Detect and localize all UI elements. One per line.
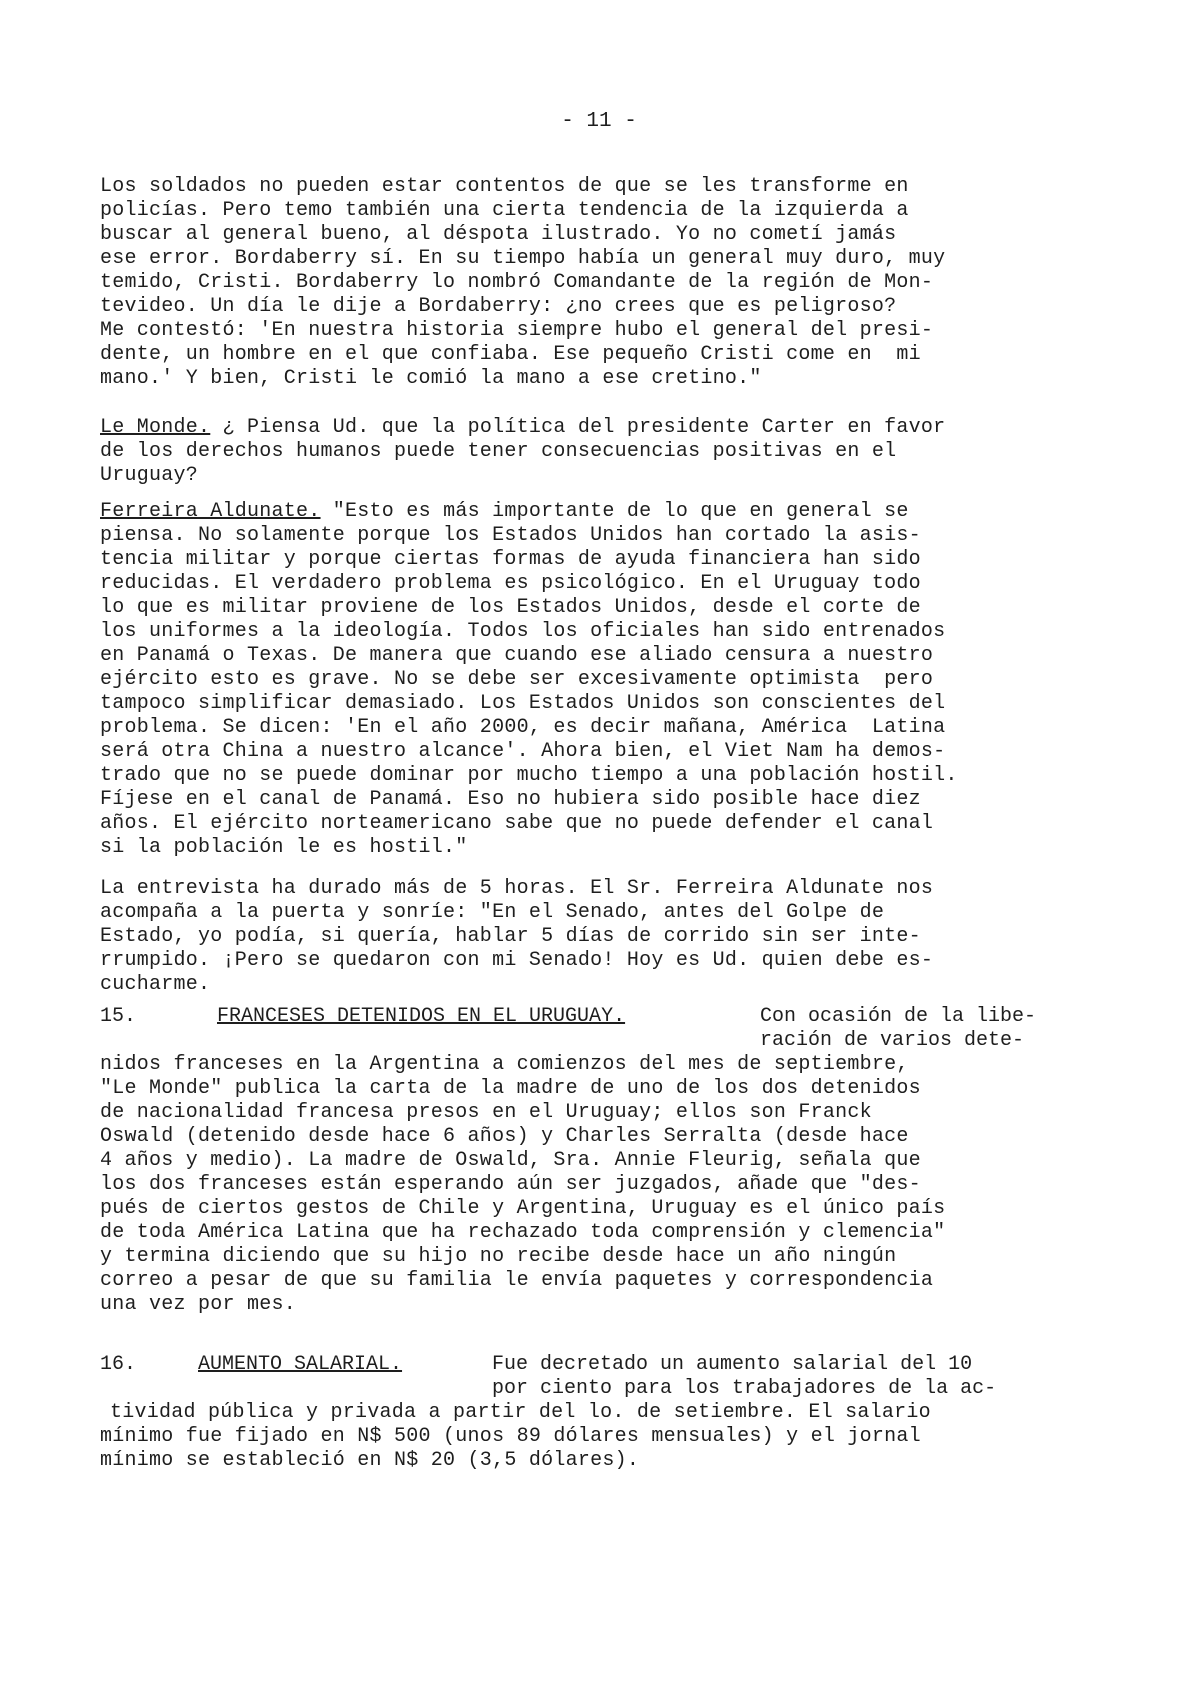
text-line: "Le Monde" publica la carta de la madre de uno de los dos detenidos (100, 1077, 921, 1100)
text-line: buscar al general bueno, al déspota ilustrado. Yo no cometí jamás (100, 223, 897, 246)
section-number: 15. (100, 1005, 137, 1028)
text-line: nidos franceses en la Argentina a comienzos del mes de septiembre, (100, 1053, 909, 1076)
text-line: Fue decretado un aumento salarial del 10 (492, 1353, 973, 1376)
text-line: Me contestó: 'En nuestra historia siempre hubo el general del presi- (100, 319, 934, 342)
text-line: Estado, yo podía, si quería, hablar 5 días de corrido sin ser inte- (100, 925, 921, 948)
text-line: Oswald (detenido desde hace 6 años) y Charles Serralta (desde hace (100, 1125, 909, 1148)
paragraph-ferreira-answer (100, 500, 1100, 860)
text-line: mano.' Y bien, Cristi le comió la mano a ese cretino." (100, 367, 762, 390)
text-line: ejército esto es grave. No se debe ser excesivamente optimista pero (100, 668, 934, 691)
section-15 (100, 1005, 1100, 1317)
text-line: mínimo fue fijado en N$ 500 (unos 89 dólares mensuales) y el jornal (100, 1425, 921, 1448)
text-line: mínimo se estableció en N$ 20 (3,5 dólares). (100, 1449, 640, 1472)
text-line: trado que no se puede dominar por mucho tiempo a una población hostil. (100, 764, 958, 787)
text-line: de toda América Latina que ha rechazado toda comprensión y clemencia" (100, 1221, 946, 1244)
text-line: rrumpido. ¡Pero se quedaron con mi Senado! Hoy es Ud. quien debe es- (100, 949, 934, 972)
paragraph-interview-closing (100, 877, 1100, 997)
text-line: Los soldados no pueden estar contentos de que se les transforme en (100, 175, 909, 198)
section-16 (100, 1353, 1100, 1473)
speaker-label: Ferreira Aldunate. (100, 500, 321, 523)
section-title: FRANCESES DETENIDOS EN EL URUGUAY. (217, 1005, 626, 1028)
text-line: tividad pública y privada a partir del lo. de setiembre. El salario (110, 1401, 931, 1424)
paragraph-le-monde-question (100, 416, 1100, 488)
speaker-label: Le Monde. (100, 416, 211, 439)
text-line: piensa. No solamente porque los Estados Unidos han cortado la asis- (100, 524, 921, 547)
text-line: Uruguay? (100, 464, 199, 487)
text-line: de los derechos humanos puede tener consecuencias positivas en el (100, 440, 897, 463)
text-line: Fíjese en el canal de Panamá. Eso no hubiera sido posible hace diez (100, 788, 921, 811)
text-line: ración de varios dete- (760, 1029, 1025, 1052)
text-line: problema. Se dicen: 'En el año 2000, es decir mañana, América Latina (100, 716, 946, 739)
text-line: ¿ Piensa Ud. que la política del presidente Carter en favor (210, 416, 946, 439)
section-title: AUMENTO SALARIAL. (198, 1353, 403, 1376)
text-line: correo a pesar de que su familia le envía paquetes y correspondencia (100, 1269, 934, 1292)
text-line: y termina diciendo que su hijo no recibe desde hace un año ningún (100, 1245, 897, 1268)
text-line: de nacionalidad francesa presos en el Uruguay; ellos son Franck (100, 1101, 872, 1124)
section-number: 16. (100, 1353, 137, 1376)
text-line: por ciento para los trabajadores de la ac- (492, 1377, 997, 1400)
text-line: 4 años y medio). La madre de Oswald, Sra. Annie Fleurig, señala que (100, 1149, 921, 1172)
text-line: años. El ejército norteamericano sabe que no puede defender el canal (100, 812, 934, 835)
text-line: tampoco simplificar demasiado. Los Estados Unidos son conscientes del (100, 692, 946, 715)
page-number: - 11 - (561, 110, 637, 133)
text-line: tevideo. Un día le dije a Bordaberry: ¿no crees que es peligroso? (100, 295, 897, 318)
paragraph-interview-continuation (100, 175, 1100, 391)
text-line: acompaña a la puerta y sonríe: "En el Senado, antes del Golpe de (100, 901, 885, 924)
text-line: en Panamá o Texas. De manera que cuando ese aliado censura a nuestro (100, 644, 934, 667)
text-line: temido, Cristi. Bordaberry lo nombró Comandante de la región de Mon- (100, 271, 934, 294)
text-line: La entrevista ha durado más de 5 horas. El Sr. Ferreira Aldunate nos (100, 877, 934, 900)
text-line: será otra China a nuestro alcance'. Ahora bien, el Viet Nam ha demos- (100, 740, 946, 763)
text-line: pués de ciertos gestos de Chile y Argentina, Uruguay es el único país (100, 1197, 946, 1220)
text-line: tencia militar y porque ciertas formas de ayuda financiera han sido (100, 548, 921, 571)
text-line: una vez por mes. (100, 1293, 297, 1316)
text-line: lo que es militar proviene de los Estados Unidos, desde el corte de (100, 596, 921, 619)
text-line: reducidas. El verdadero problema es psicológico. En el Uruguay todo (100, 572, 921, 595)
text-line: policías. Pero temo también una cierta tendencia de la izquierda a (100, 199, 909, 222)
text-line: los dos franceses están esperando aún ser juzgados, añade que "des- (100, 1173, 921, 1196)
text-line: cucharme. (100, 973, 211, 996)
text-line: los uniformes a la ideología. Todos los oficiales han sido entrenados (100, 620, 946, 643)
text-line: "Esto es más importante de lo que en general se (320, 500, 909, 523)
text-line: Con ocasión de la libe- (760, 1005, 1037, 1028)
text-line: dente, un hombre en el que confiaba. Ese pequeño Cristi come en mi (100, 343, 921, 366)
text-line: si la población le es hostil." (100, 836, 468, 859)
text-line: ese error. Bordaberry sí. En su tiempo había un general muy duro, muy (100, 247, 946, 270)
